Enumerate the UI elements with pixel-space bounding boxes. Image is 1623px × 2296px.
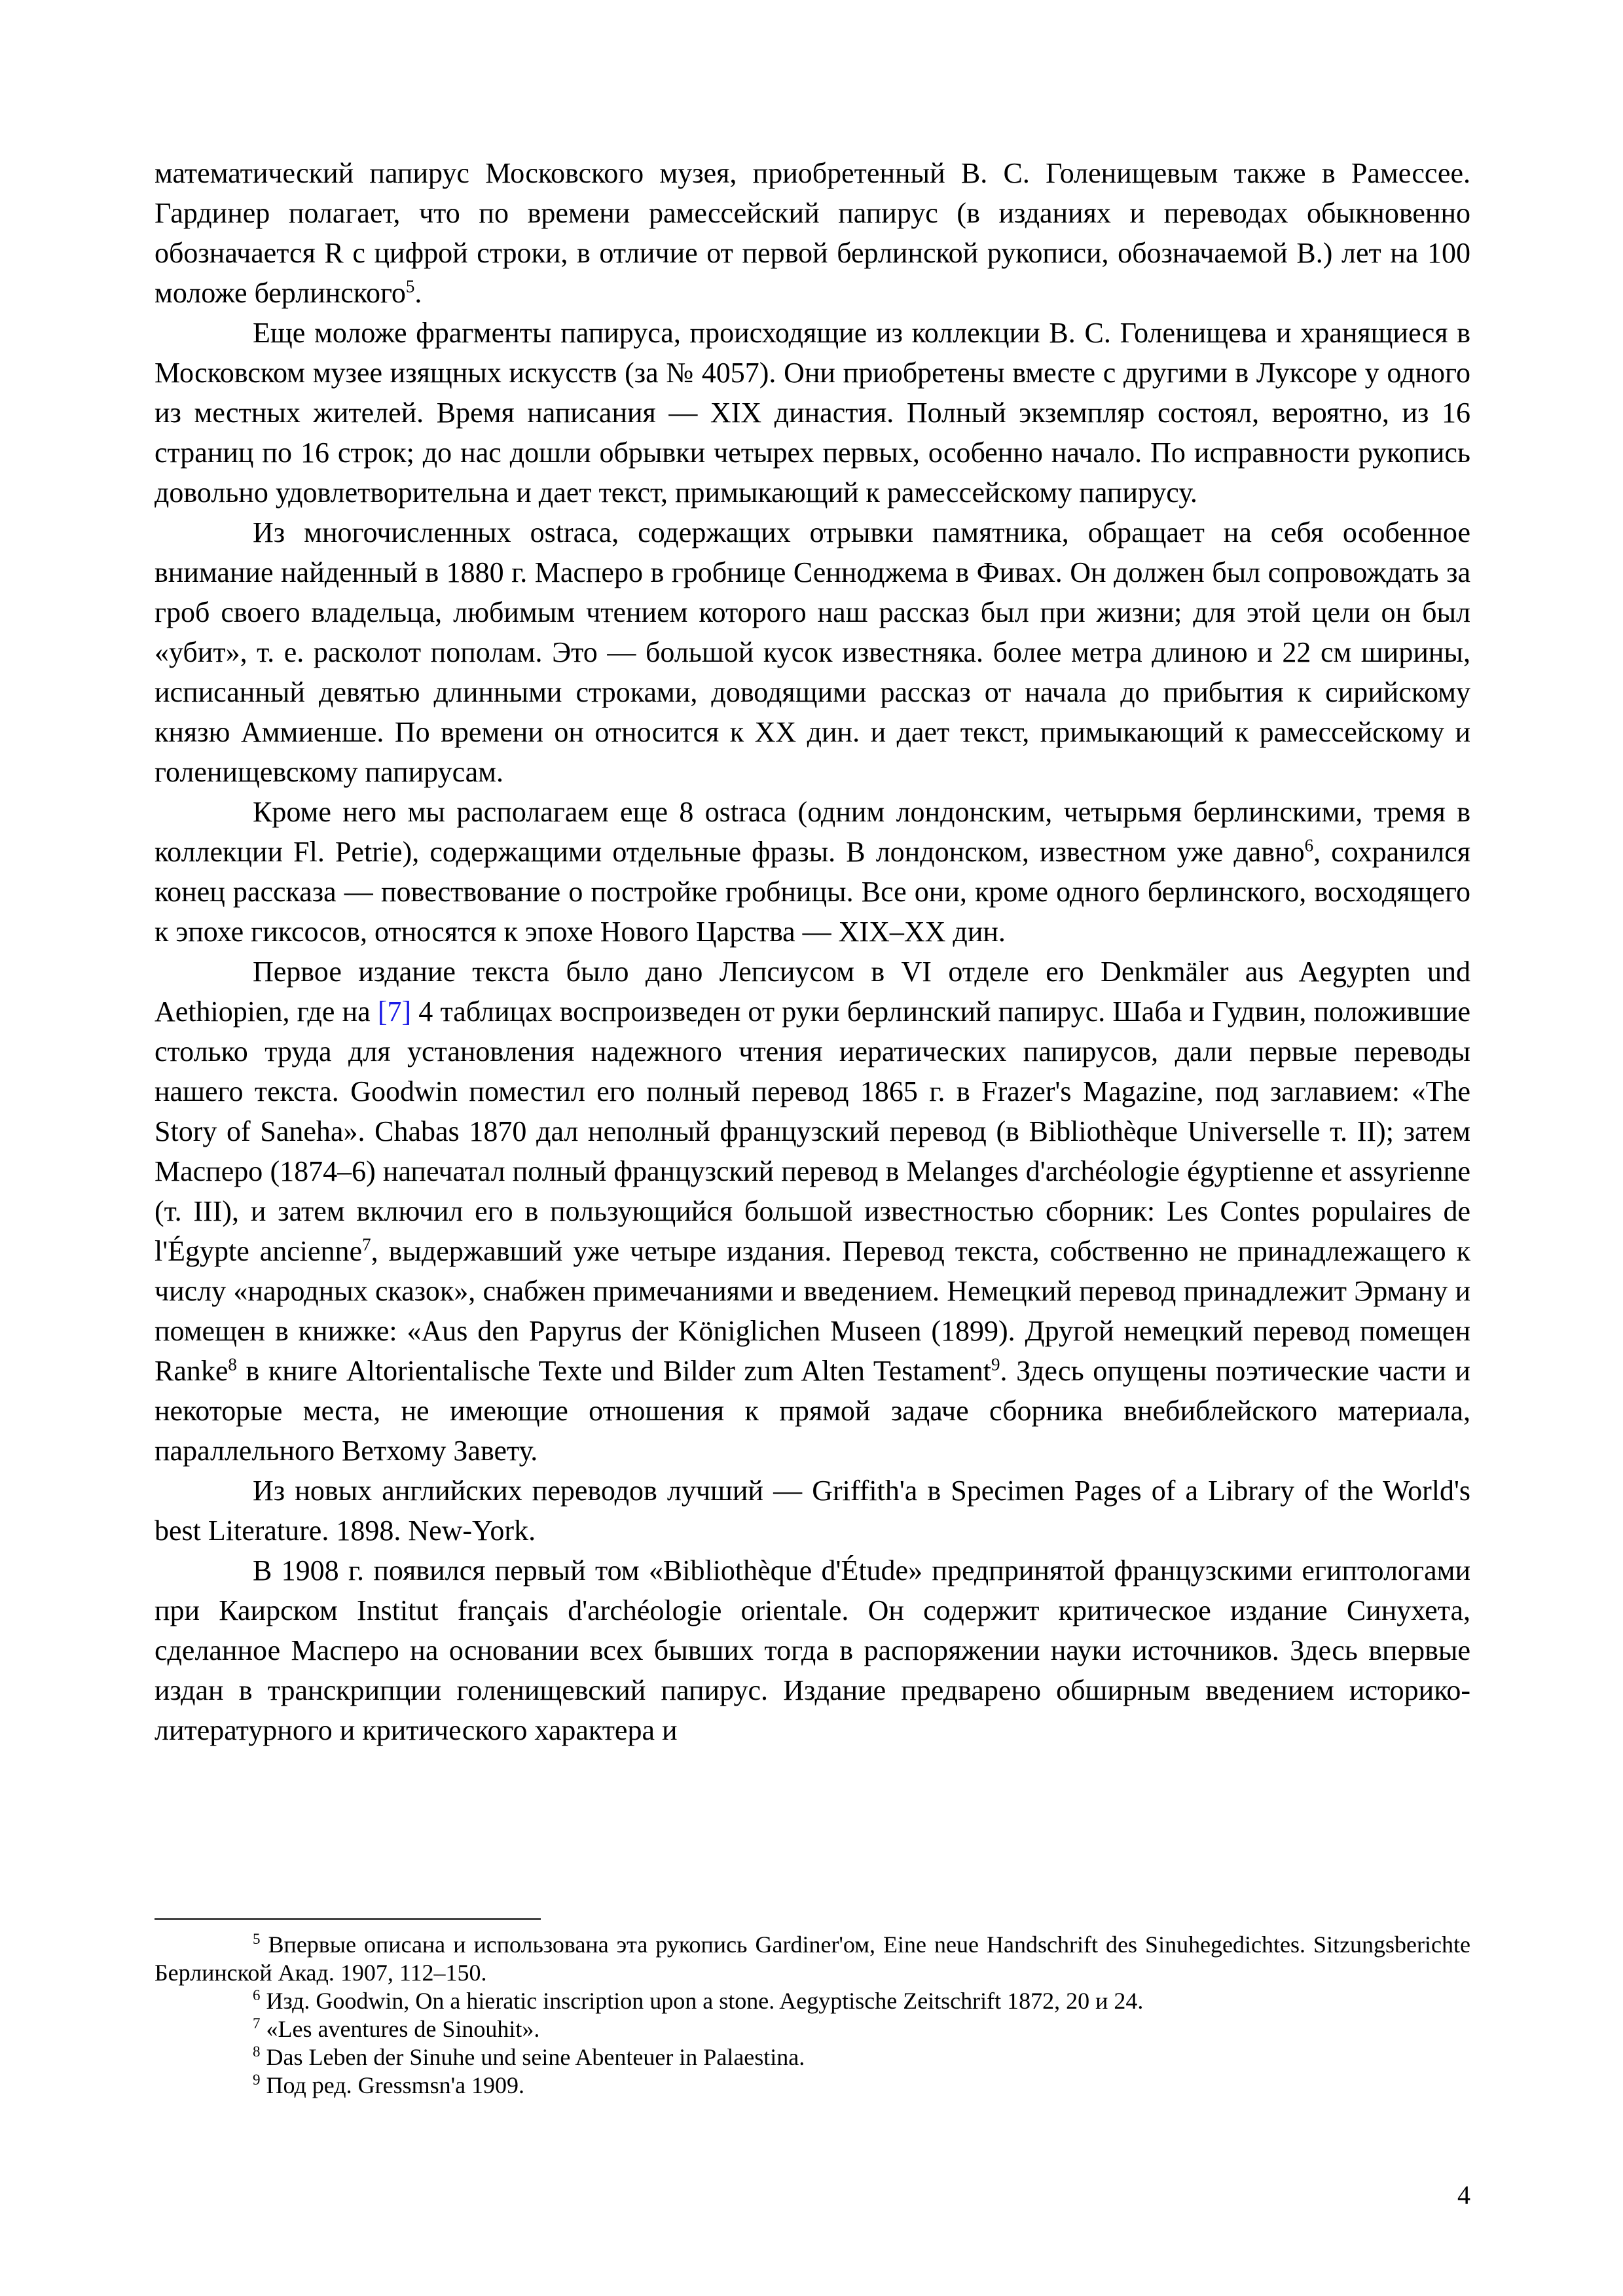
paragraph-text: . Здесь опущены поэтические части и некоторые места, не имеющие отношения к прямой задаче сборника внебиблейского материала, параллельного Ветхому Завету. — [155, 1355, 1470, 1467]
citation-link[interactable]: [7] — [377, 996, 412, 1028]
footnote — [155, 2043, 1470, 2072]
paragraph — [155, 952, 1470, 1471]
footnote-text: Das Leben der Sinuhe und seine Abenteuer in Palaestina. — [260, 2044, 805, 2070]
footnote-ref[interactable]: 6 — [1304, 835, 1314, 855]
paragraph-text: 4 таблицах воспроизведен от руки берлинский папирус. Шаба и Гудвин, положившие столько труда для установления надежного чтения иератических папирусов, дали первые переводы нашего текста. Goodwin поместил его полный перевод 1865 г. в Frazer's Magazine, под заглавием: «The Story of Saneha». Chabas 1870 дал неполный французский перевод (в Bibliothèque Universelle т. II); затем Масперо (1874–6) напечатал полный французский перевод в Melanges d'archéologie égyptienne et assyrienne (т. III), и затем включил его в пользующийся большой известностью сборник: Les Contes populaires de l'Égypte ancienne — [155, 996, 1470, 1267]
footnote-text: «Les aventures de Sinouhit». — [260, 2016, 540, 2042]
paragraph-text: математический папирус Московского музея, приобретенный В. С. Голенищевым также в Рамессее. Гардинер полагает, что по времени рамессейский папирус (в изданиях и переводах обыкновенно обозначается R с цифрой строки, в отличие от первой берлинской рукописи, обозначаемой В.) лет на 100 моложе берлинского — [155, 157, 1470, 309]
paragraph-text: , выдержавший уже четыре издания. Перевод текста, собственно не принадлежащего к числу «народных сказок», снабжен примечаниями и введением. Немецкий перевод принадлежит Эрману и помещен в книжке: «Aus den Papyrus der Königlichen Museen (1899). Другой немецкий перевод помещен Ranke — [155, 1235, 1470, 1387]
paragraph-text: . — [414, 277, 422, 309]
paragraph — [155, 153, 1470, 313]
footnote-text: Изд. Goodwin, On a hieratic inscription upon a stone. Aegyptische Zeitschrift 1872, 20 и 24. — [260, 1988, 1144, 2014]
footnote — [155, 1931, 1470, 1987]
footnote-number: 5 — [253, 1931, 261, 1947]
footnote-ref[interactable]: 9 — [991, 1354, 1000, 1374]
footnotes — [155, 1931, 1470, 2100]
page-number: 4 — [1457, 2180, 1470, 2210]
footnote-text: Под ред. Gressmsn'a 1909. — [260, 2072, 525, 2098]
footnote-separator — [155, 1918, 541, 1920]
paragraph-text: Кроме него мы располагаем еще 8 ostraca (одним лондонским, четырьмя берлинскими, тремя в коллекции Fl. Petrie), содержащими отдельные фразы. В лондонском, известном уже давно — [155, 796, 1470, 868]
footnote — [155, 2072, 1470, 2100]
footnote-text: Впервые описана и использована эта рукопись Gardiner'ом, Eine neue Handschrift des Sinuhegedichtes. Sitzungsberichte Берлинской Акад. 1907, 112–150. — [155, 1931, 1470, 1986]
paragraph-text: , сохранился конец рассказа — повествование о постройке гробницы. Все они, кроме одного берлинского, восходящего к эпохе гиксосов, относятся к эпохе Нового Царства — XIX–XX дин. — [155, 836, 1470, 948]
paragraph: Из новых английских переводов лучший — Griffith'a в Specimen Pages of a Library of the World's best Literature. 1898. New-York. — [155, 1475, 1470, 1547]
footnote-ref[interactable]: 8 — [228, 1354, 237, 1374]
footnote-ref[interactable]: 7 — [362, 1234, 371, 1255]
footnote-number: 7 — [253, 2015, 261, 2032]
main-text — [155, 153, 1470, 1750]
footnote-number: 8 — [253, 2043, 261, 2060]
paragraph: В 1908 г. появился первый том «Bibliothèque d'Étude» предпринятой французскими египтологами при Каирском Institut français d'archéologie orientale. Он содержит критическое издание Синухета, сделанное Масперо на основании всех бывших тогда в распоряжении науки источников. Здесь впервые издан в транскрипции голенищевский папирус. Издание предварено обширным введением историко-литературного и критического характера и — [155, 1554, 1470, 1746]
footnote — [155, 2015, 1470, 2043]
paragraph: Еще моложе фрагменты папируса, происходящие из коллекции В. С. Голенищева и хранящиеся в Московском музее изящных искусств (за № 4057). Они приобретены вместе с другими в Луксоре у одного из местных жителей. Время написания — XIX династия. Полный экземпляр состоял, вероятно, из 16 страниц по 16 строк; до нас дошли обрывки четырех первых, особенно начало. По исправности рукопись довольно удовлетворительна и дает текст, примыкающий к рамессейскому папирусу. — [155, 317, 1470, 509]
paragraph: Из многочисленных ostraca, содержащих отрывки памятника, обращает на себя особенное внимание найденный в 1880 г. Масперо в гробнице Сенноджема в Фивах. Он должен был сопровождать за гроб своего владельца, любимым чтением которого наш рассказ был при жизни; для этой цели он был «убит», т. е. расколот пополам. Это — большой кусок известняка. более метра длиною и 22 см ширины, исписанный девятью длинными строками, доводящими рассказ от начала до прибытия к сирийскому князю Аммиенше. По времени он относится к XX дин. и дает текст, примыкающий к рамессейскому и голенищевскому папирусам. — [155, 516, 1470, 788]
footnote-ref[interactable]: 5 — [405, 276, 415, 296]
footnote-number: 6 — [253, 1987, 261, 2003]
paragraph-text: Первое издание текста было дано Лепсиусом в VI отделе его Denkmäler aus Aegypten und Aethiopien, где на — [155, 956, 1470, 1028]
paragraph-text: в книге Altorientalische Texte und Bilder zum Alten Testament — [236, 1355, 992, 1387]
footnote-number: 9 — [253, 2072, 261, 2088]
footnote — [155, 1987, 1470, 2015]
paragraph — [155, 792, 1470, 952]
